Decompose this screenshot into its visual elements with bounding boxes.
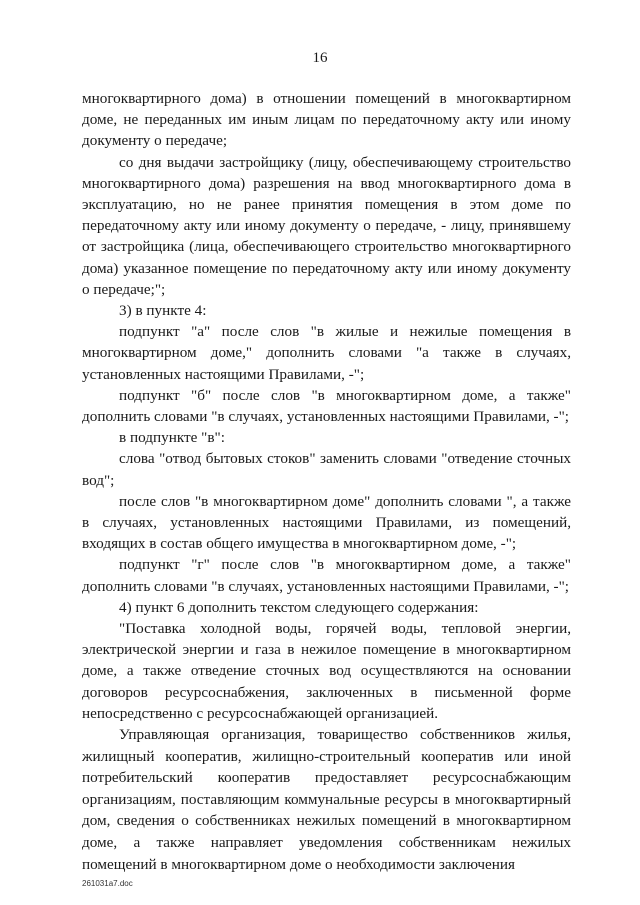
- document-body: [82, 88, 571, 875]
- page-number: 16: [312, 50, 328, 66]
- paragraph-12: Управляющая организация, товарищество собственников жилья, жилищный кооператив, жилищно-строительный кооператив или иной потребительский кооператив предоставляет ресурсоснабжающим организациям, поставляющим коммунальные ресурсы в многоквартирный дом, сведения о собственниках нежилых помещений в многоквартирном доме, а также направляет уведомления собственникам нежилых помещений в многоквартирном доме о необходимости заключения: [82, 726, 571, 873]
- paragraph-11: "Поставка холодной воды, горячей воды, тепловой энергии, электрической энергии и газа в нежилое помещение в многоквартирном доме, а также отведение сточных вод осуществляются на основании договоров ресурсоснабжения, заключенных в письменной форме непосредственно с ресурсоснабжающей организацией.: [82, 620, 571, 722]
- paragraph-5: подпункт "б" после слов "в многоквартирном доме, а также" дополнить словами "в случаях, установленных настоящими Правилами, -";: [82, 386, 571, 426]
- footer-filename: 261031a7.doc: [82, 879, 133, 888]
- paragraph-10: 4) пункт 6 дополнить текстом следующего содержания:: [119, 598, 479, 616]
- paragraph-6: в подпункте "в":: [119, 429, 225, 447]
- paragraph-2: со дня выдачи застройщику (лицу, обеспечивающему строительство многоквартирного дома) разрешения на ввод многоквартирного дома в эксплуатацию, но не ранее принятия помещения в этом доме по передаточному акту или иному документу о передаче, - лицу, принявшему от застройщика (лица, обеспечивающего строительство многоквартирного дома) указанное помещение по передаточному акту или иному документу о передаче;";: [82, 153, 571, 298]
- paragraph-9: подпункт "г" после слов "в многоквартирном доме, а также" дополнить словами "в случаях, установленных настоящими Правилами, -";: [82, 556, 571, 595]
- paragraph-4: подпункт "а" после слов "в жилые и нежилые помещения в многоквартирном доме," дополнить словами "а также в случаях, установленных настоящими Правилами, -";: [82, 323, 571, 383]
- paragraph-3: 3) в пункте 4:: [119, 302, 207, 320]
- paragraph-8: после слов "в многоквартирном доме" дополнить словами ", а также в случаях, установленных настоящими Правилами, из помещений, входящих в состав общего имущества в многоквартирном доме, -";: [82, 492, 571, 553]
- paragraph-7: слова "отвод бытовых стоков" заменить словами "отведение сточных вод";: [82, 450, 571, 489]
- paragraph-1: многоквартирного дома) в отношении помещений в многоквартирном доме, не переданных им иным лицам по передаточному акту или иному документу о передаче;: [82, 90, 571, 150]
